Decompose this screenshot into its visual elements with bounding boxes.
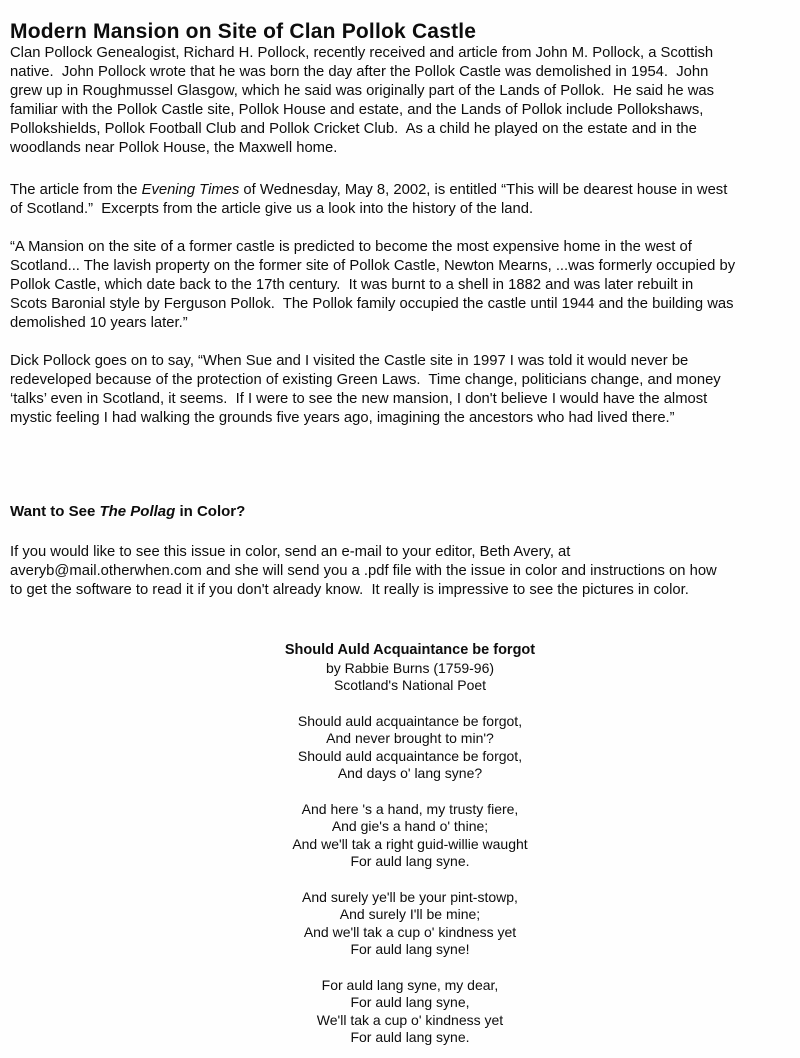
poem-line: And here 's a hand, my trusty fiere, [301,800,519,817]
text-line: woodlands near Pollok House, the Maxwell home. [10,140,338,156]
text-line: Scots Baronial style by Ferguson Pollok. The Pollok family occupied the castle until 1944 and the building was [10,296,734,312]
poem-line: And never brought to min'? [326,730,494,746]
newsletter-name-italic: The Pollag [99,503,176,520]
poem-line: And surely ye'll be your pint-stowp, [302,888,518,905]
text-line: “A Mansion on the site of a former castle is predicted to become the most expensive home in the west of [10,239,692,255]
text-line: If you would like to see this issue in color, send an e-mail to your editor, Beth Avery, at [10,544,571,560]
poem-title: Should Auld Acquaintance be forgot [284,642,536,658]
text-line: familiar with the Pollok Castle site, Pollok House and estate, and the Lands of Pollok include Pollokshaws, [10,102,704,118]
text-line: Pollok Castle, which date back to the 17th century. It was burnt to a shell in 1882 and was later rebuilt in [10,277,694,293]
poem-line: For auld lang syne, [350,994,470,1010]
text-segment: of Wednesday, May 8, 2002, is entitled “This will be dearest house in west [239,182,728,198]
poem-stanza [20,977,800,1047]
paragraph-intro [10,44,714,158]
text-line: demolished 10 years later.” [10,315,188,331]
poem-line: For auld lang syne, my dear, [321,976,499,993]
poem-block [0,642,800,1047]
poem-line: For auld lang syne! [350,941,470,957]
poem-line: Should auld acquaintance be forgot, [297,747,523,764]
paragraph-article-source [10,181,727,219]
text-line: Scotland... The lavish property on the former site of Pollok Castle, Newton Mearns, ...was formerly occupied by [10,258,736,274]
poem-line: For auld lang syne. [350,853,470,869]
poem-stanza [20,713,800,783]
poem-stanza [20,801,800,871]
text-line: grew up in Roughmussel Glasgow, which he said was originally part of the Lands of Pollok. He said he was [10,83,715,99]
poem-line: And we'll tak a cup o' kindness yet [303,923,517,940]
color-section-heading [10,503,245,520]
poem-author: by Rabbie Burns (1759-96) [325,659,495,676]
text-line: Pollokshields, Pollok Football Club and Pollok Cricket Club. As a child he played on the estate and in the [10,121,697,137]
publication-name-italic: Evening Times [141,182,240,198]
text-segment: in Color? [175,503,246,520]
text-line: native. John Pollock wrote that he was born the day after the Pollok Castle was demolished in 1954. John [10,64,709,80]
poem-line: And we'll tak a right guid-willie waught [292,835,528,852]
poem-line: And surely I'll be mine; [339,906,481,922]
text-segment: Want to See [10,503,100,520]
paragraph-mansion-quote [10,238,735,333]
text-line: ‘talks’ even in Scotland, it seems. If I were to see the new mansion, I don't believe I would have the almost [10,391,708,407]
text-line: mystic feeling I had walking the grounds five years ago, imagining the ancestors who had lived there.” [10,410,675,426]
poem-line: For auld lang syne. [350,1029,470,1045]
poem-line: Should auld acquaintance be forgot, [297,712,523,729]
text-line [10,181,727,200]
poem-line: And days o' lang syne? [337,765,483,781]
text-line: of Scotland.” Excerpts from the article give us a look into the history of the land. [10,201,534,217]
text-line: redeveloped because of the protection of existing Green Laws. Time change, politicians change, and money [10,372,721,388]
poem-stanza [20,889,800,959]
text-segment: The article from the [10,182,142,198]
paragraph-color-info [10,543,717,600]
text-line: Dick Pollock goes on to say, “When Sue and I visited the Castle site in 1997 I was told it would never be [10,353,689,369]
article-title: Modern Mansion on Site of Clan Pollok Castle [10,20,477,44]
text-line: averyb@mail.otherwhen.com and she will send you a .pdf file with the issue in color and instructions on how [10,563,717,579]
text-line: to get the software to read it if you don't already know. It really is impressive to see the pictures in color. [10,582,689,598]
poem-line: And gie's a hand o' thine; [331,818,489,834]
paragraph-dick-pollock [10,352,721,428]
poem-line: We'll tak a cup o' kindness yet [316,1011,504,1028]
poem-subtitle: Scotland's National Poet [333,677,487,693]
text-line: Clan Pollock Genealogist, Richard H. Pollock, recently received and article from John M. Pollock, a Scottish [10,45,714,61]
